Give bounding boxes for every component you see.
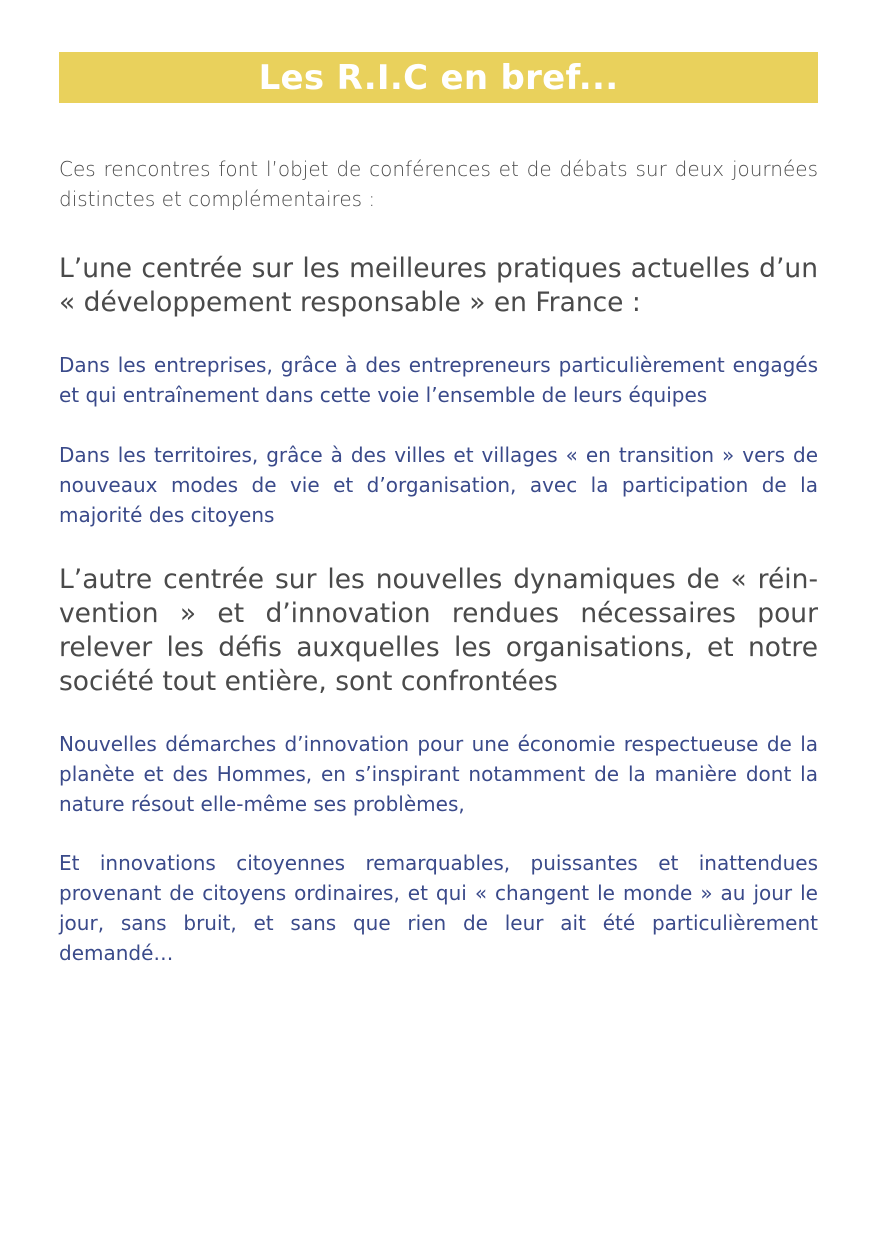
sub-paragraph-territories: Dans les territoires, grâce à des villes et villages « en transition » vers de nouveaux modes de vie et d’organisation, avec la participation de la majorité des citoyens: [59, 443, 818, 527]
title-banner: [59, 52, 818, 103]
page-title: Les R.I.C en bref...: [258, 57, 619, 98]
intro-paragraph: Ces rencontres font l’objet de conférences et de débats sur deux journées distinctes et complémentaires :: [59, 157, 818, 211]
sub-paragraph-citizen-innovations: Et innovations citoyennes remarquables, puissantes et inattendues provenant de citoyens ordinaires, et qui « changent le monde » au jour le jour, sans bruit, et sans que rien de leur ait été particulièrement demandé…: [59, 851, 818, 965]
sub-paragraph-companies: Dans les entreprises, grâce à des entrepreneurs particulièrement engagés et qui entraînement dans cette voie l’ensemble de leurs équipes: [59, 353, 818, 407]
document-body: [59, 154, 818, 968]
sub-paragraph-innovation-approaches: Nouvelles démarches d’innovation pour une économie respectueuse de la planète et des Hommes, en s’inspirant notamment de la manière dont la nature résout elle-même ses problèmes,: [59, 732, 818, 816]
lead-paragraph-responsible-development: L’une centrée sur les meilleures pratiques actuelles d’un « développement responsable » en France :: [59, 253, 818, 318]
lead-paragraph-reinvention: L’autre centrée sur les nouvelles dynamiques de « réinvention » et d’innovation rendues nécessaires pour relever les défis auxquelles les organisations, et notre société tout entière, sont confrontées: [59, 564, 818, 697]
